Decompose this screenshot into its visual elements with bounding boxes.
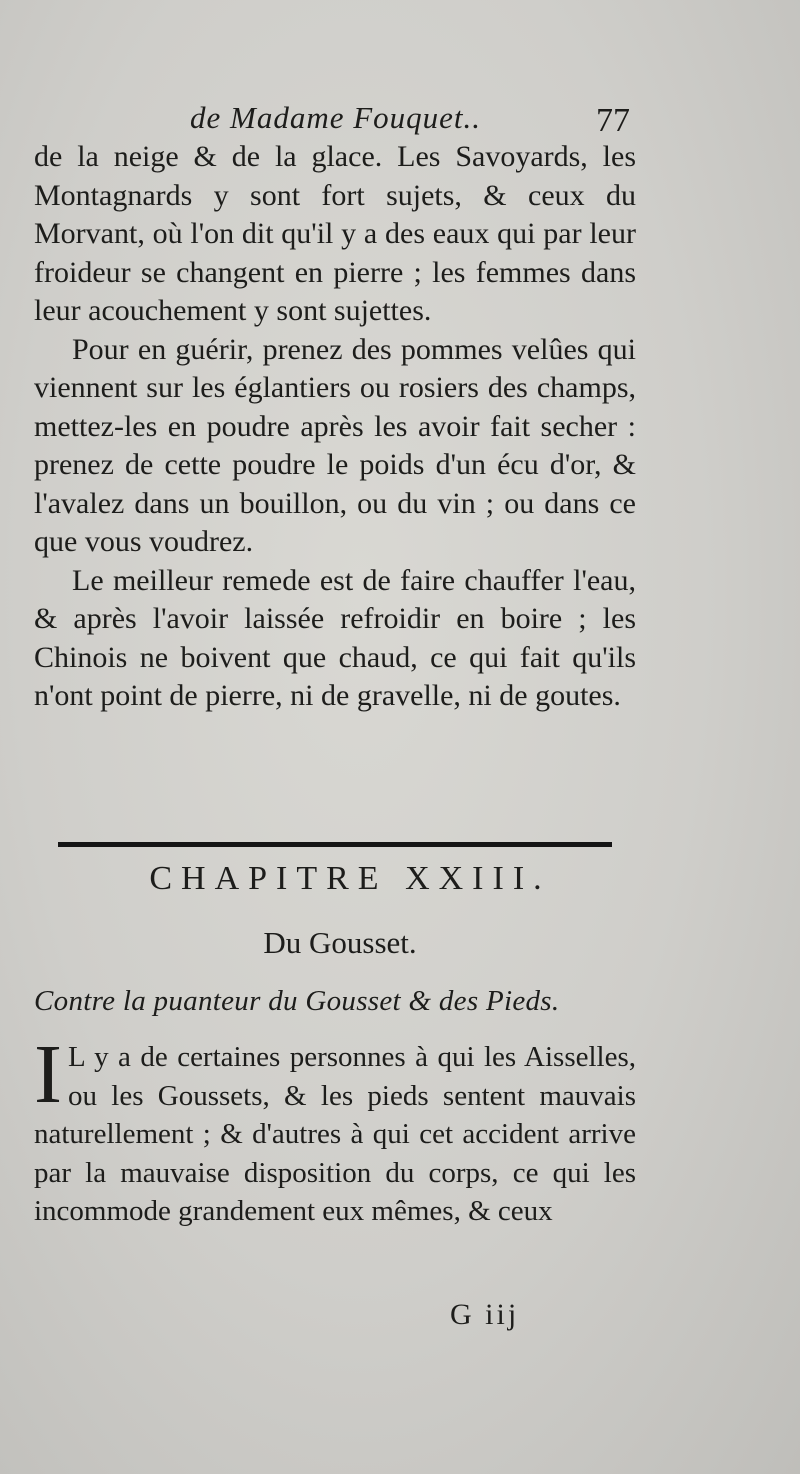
chapter-title: CHAPITRE XXIII. <box>149 860 551 897</box>
chapter-paragraph <box>34 1028 636 1231</box>
page-header <box>0 100 800 140</box>
paragraph-remedy: Pour en guérir, prenez des pommes velûes qui viennent sur les églantiers ou rosiers des champs, mettez-les en poudre après les avoir fait secher : prenez de cette poudre le poids d'un écu d'or, & l'avalez dans un bouillon, ou du vin ; ou dans ce que vous voudrez. <box>34 332 636 558</box>
section-title: Du Gousset. <box>263 925 417 960</box>
body-text <box>34 138 636 716</box>
chapter-paragraph-text: L y a de certaines personnes à qui les Aisselles, ou les Goussets, & les pieds sentent mauvais naturellement ; & d'autres à qui cet accident arrive par la mauvaise disposition du corps, ce qui les incommode grandement eux mêmes, & ceux <box>34 1041 636 1227</box>
paragraph-best-remedy: Le meilleur remede est de faire chauffer l'eau, & après l'avoir laissée refroidir en boire ; les Chinois ne boivent que chaud, ce qui fait qu'ils n'ont point de pierre, ni de gravelle, ni de goutes. <box>34 563 636 712</box>
section-subtitle: Contre la puanteur du Gousset & des Pieds. <box>34 985 560 1017</box>
drop-cap: I <box>34 1028 62 1121</box>
running-title: de Madame Fouquet.. <box>190 100 482 135</box>
chapter-divider-rule <box>58 842 612 847</box>
page-number: 77 <box>596 102 630 139</box>
paragraph-continuation: de la neige & de la glace. Les Savoyards, les Montagnards y sont fort sujets, & ceux du Morvant, où l'on dit qu'il y a des eaux qui par leur froideur se changent en pierre ; les femmes dans leur acouchement y sont sujettes. <box>34 140 636 327</box>
signature-mark: G iij <box>450 1298 520 1331</box>
